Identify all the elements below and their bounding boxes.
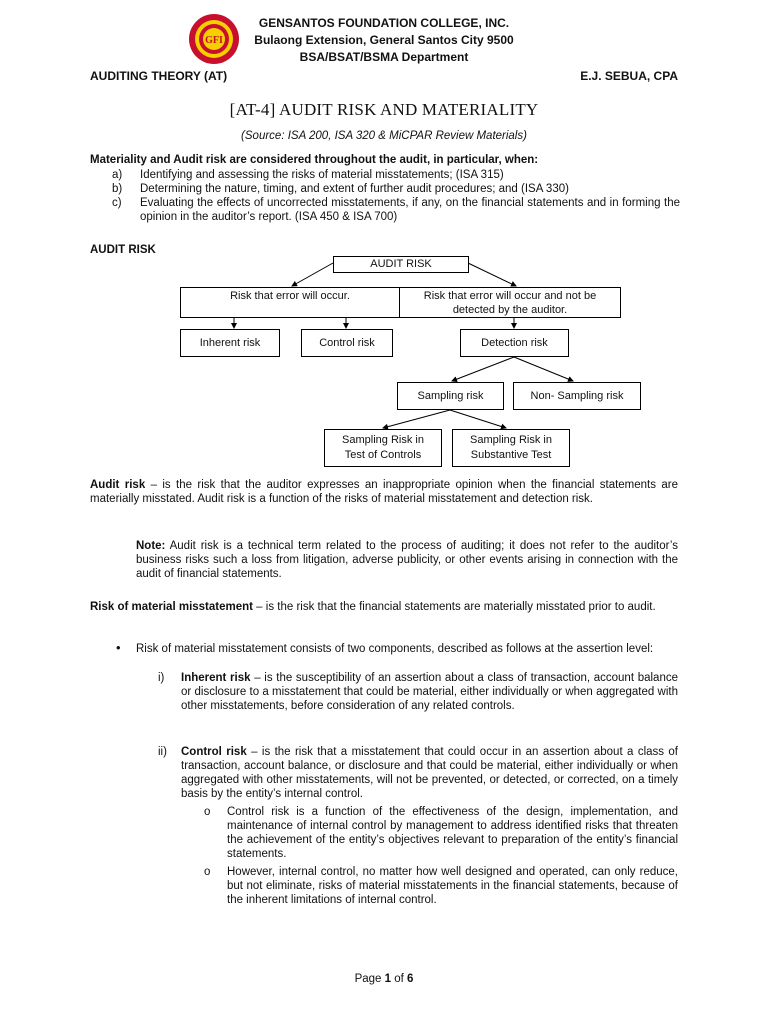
rmm-components-text: Risk of material misstatement consists of two components, described as follows at the assertion level: [136, 643, 654, 655]
page-total: 6 [407, 973, 414, 985]
box-non-sampling-risk: Non- Sampling risk [513, 382, 641, 410]
inherent-marker: i) [158, 672, 165, 684]
box-risk-error-undetected: Risk that error will occur and not be detected by the auditor. [399, 287, 621, 318]
arrow-to-sampling-toc [383, 410, 450, 428]
document-title: [AT-4] AUDIT RISK AND MATERIALITY [229, 100, 539, 119]
school-address: Bulaong Extension, General Santos City 9500 [254, 33, 514, 47]
audit-risk-text: – is the risk that the auditor expresses an inappropriate opinion when the financial statements are materially misstated. Audit risk is a function of the risks of material misstatement and detection risk. [90, 479, 678, 505]
control-risk-text: – is the risk that a misstatement that could occur in an assertion about a class of transaction, account balance, or disclosure and that could be material, either individually or when aggregated with other misstatements, will not be prevented, or detected, or corrected, on a timely basis by the entity’s internal control. [181, 746, 678, 800]
box-detection-risk: Detection risk [460, 329, 569, 357]
arrow-to-non-sampling [514, 357, 573, 381]
circle-bullet-icon: o [204, 866, 211, 878]
control-marker: ii) [158, 746, 167, 758]
diagram-connectors [0, 0, 768, 470]
box-risk-error-occur: Risk that error will occur. [180, 287, 400, 318]
inherent-risk-term: Inherent risk [181, 672, 251, 684]
page-footer [0, 972, 768, 986]
rmm-term: Risk of material misstatement [90, 601, 253, 613]
document-source: (Source: ISA 200, ISA 320 & MiCPAR Review Materials) [241, 130, 527, 142]
control-risk-term: Control risk [181, 746, 247, 758]
page-number: 1 [384, 973, 392, 985]
inherent-risk-text: – is the susceptibility of an assertion about a class of transaction, account balance or disclosure to a misstatement that could be material, either individually or when aggregated with other misstatements, before consideration of any related controls. [181, 672, 678, 712]
list-item-text: Determining the nature, timing, and extent of further audit procedures; and (ISA 330) [140, 183, 569, 195]
course-name: AUDITING THEORY (AT) [90, 69, 228, 83]
arrow-root-right [468, 263, 516, 286]
department: BSA/BSAT/BSMA Department [299, 50, 469, 64]
rmm-definition [90, 600, 678, 614]
bullet-icon: • [116, 640, 121, 655]
box-control-risk: Control risk [301, 329, 393, 357]
arrow-to-sampling-st [450, 410, 506, 428]
school-name: GENSANTOS FOUNDATION COLLEGE, INC. [258, 16, 510, 30]
box-sampling-risk: Sampling risk [397, 382, 504, 410]
page-of: of [391, 973, 408, 985]
rmm-text: – is the risk that the financial statements are materially misstated prior to audit. [252, 601, 656, 613]
logo-text: GFI [205, 35, 223, 46]
box-audit-risk: AUDIT RISK [333, 256, 469, 273]
inherent-risk-definition [181, 671, 678, 713]
arrow-to-sampling [452, 357, 514, 381]
box-sampling-risk-toc: Sampling Risk in Test of Controls [324, 429, 442, 467]
section-heading-audit-risk: AUDIT RISK [90, 244, 156, 256]
list-marker: a) [112, 169, 123, 181]
note-text: Audit risk is a technical term related to the process of auditing; it does not refer to the auditor’s business risks such a loss from litigation, adverse publicity, or other events arising in connection with the audit of financial statements. [136, 540, 678, 580]
control-sub-item-1: Control risk is a function of the effectiveness of the design, implementation, and maintenance of internal control by management to address identified risks that threaten the achievement of the entity’s objectives relevant to preparation of the entity’s financial statements. [227, 806, 678, 860]
audit-risk-term: Audit risk [90, 479, 146, 491]
page-prefix: Page [354, 973, 385, 985]
list-item-text: Identifying and assessing the risks of material misstatements; (ISA 315) [140, 169, 504, 181]
circle-bullet-icon: o [204, 806, 211, 818]
control-risk-definition [181, 745, 678, 801]
list-marker: b) [112, 183, 123, 195]
audit-risk-definition [90, 478, 678, 506]
box-sampling-risk-st: Sampling Risk in Substantive Test [452, 429, 570, 467]
control-sub-item-2: However, internal control, no matter how well designed and operated, can only reduce, but not eliminate, risks of material misstatements in the financial statements, because of the inherent limitations of internal control. [227, 866, 678, 906]
note-block [136, 539, 678, 581]
intro-text: Materiality and Audit risk are considered throughout the audit, in particular, when: [90, 154, 539, 166]
note-label: Note: [136, 540, 166, 552]
list-marker: c) [112, 197, 122, 209]
instructor-name: E.J. SEBUA, CPA [580, 69, 678, 83]
box-inherent-risk: Inherent risk [180, 329, 280, 357]
list-item-text: Evaluating the effects of uncorrected misstatements, if any, on the financial statements and in forming the opinion in the auditor’s report. (ISA 450 & ISA 700) [140, 197, 680, 223]
arrow-root-left [292, 263, 333, 286]
